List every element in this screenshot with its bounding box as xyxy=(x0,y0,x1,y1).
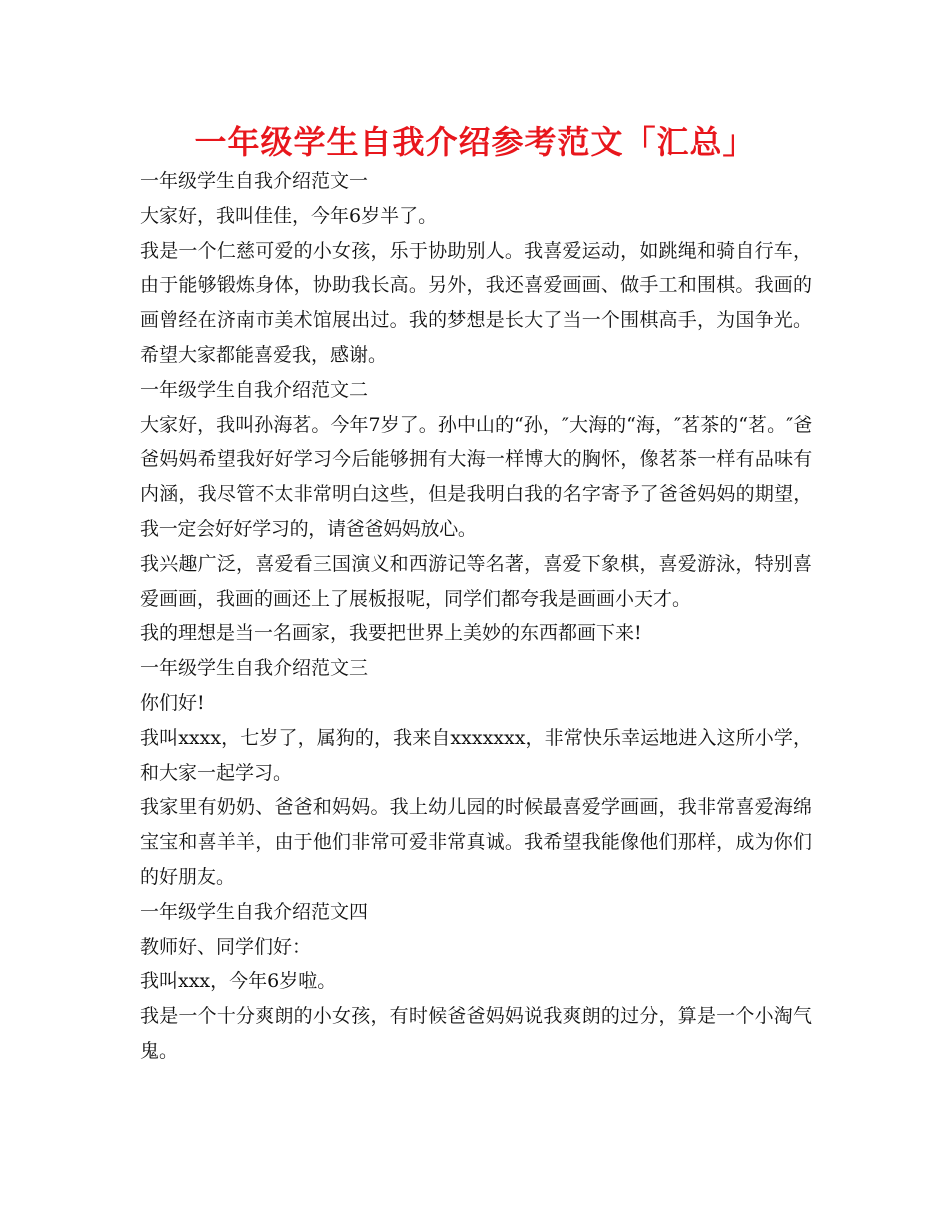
paragraph: 大家好，我叫佳佳，今年6岁半了。 xyxy=(140,204,438,227)
paragraph: 我是一个仁慈可爱的小女孩，乐于协助别人。我喜爱运动，如跳绳和骑自行车，由于能够锻炼身体，协助我长高。另外，我还喜爱画画、做手工和围棋。我画的画曾经在济南市美术馆展出过。我的梦想是长大了当一个围棋高手，为国争光。希望大家都能喜爱我，感谢。 xyxy=(140,239,812,366)
section-heading-4: 一年级学生自我介绍范文四 xyxy=(140,900,369,923)
paragraph: 我叫xxx，今年6岁啦。 xyxy=(140,970,337,993)
paragraph: 我是一个十分爽朗的小女孩，有时候爸爸妈妈说我爽朗的过分，算是一个小淘气鬼。 xyxy=(140,1005,812,1062)
paragraph: 你们好! xyxy=(140,691,205,714)
paragraph: 教师好、同学们好： xyxy=(140,935,312,958)
section-heading-2: 一年级学生自我介绍范文二 xyxy=(140,378,369,401)
paragraph: 我叫xxxx，七岁了，属狗的，我来自xxxxxxx，非常快乐幸运地进入这所小学，和大家一起学习。 xyxy=(140,726,812,784)
paragraph: 我的理想是当一名画家，我要把世界上美妙的东西都画下来! xyxy=(140,622,642,645)
paragraph: 大家好，我叫孙海茗。今年7岁了。孙中山的“孙，″大海的“海，″茗茶的“茗。″爸爸妈妈希望我好好学习今后能够拥有大海一样博大的胸怀，像茗茶一样有品味有内涵，我尽管不太非常明白这些，但是我明白我的名字寄予了爸爸妈妈的期望，我一定会好好学习的，请爸爸妈妈放心。 xyxy=(140,413,812,540)
paragraph: 我家里有奶奶、爸爸和妈妈。我上幼儿园的时候最喜爱学画画，我非常喜爱海绵宝宝和喜羊羊，由于他们非常可爱非常真诚。我希望我能像他们那样，成为你们的好朋友。 xyxy=(140,796,812,888)
section-heading-1: 一年级学生自我介绍范文一 xyxy=(140,170,369,192)
paragraph: 我兴趣广泛，喜爱看三国演义和西游记等名著，喜爱下象棋，喜爱游泳，特别喜爱画画，我画的画还上了展板报呢，同学们都夸我是画画小天才。 xyxy=(140,552,812,610)
document-body xyxy=(140,164,812,1069)
section-heading-3: 一年级学生自我介绍范文三 xyxy=(140,657,369,680)
document-title: 一年级学生自我介绍参考范文「汇总」 xyxy=(194,123,756,161)
